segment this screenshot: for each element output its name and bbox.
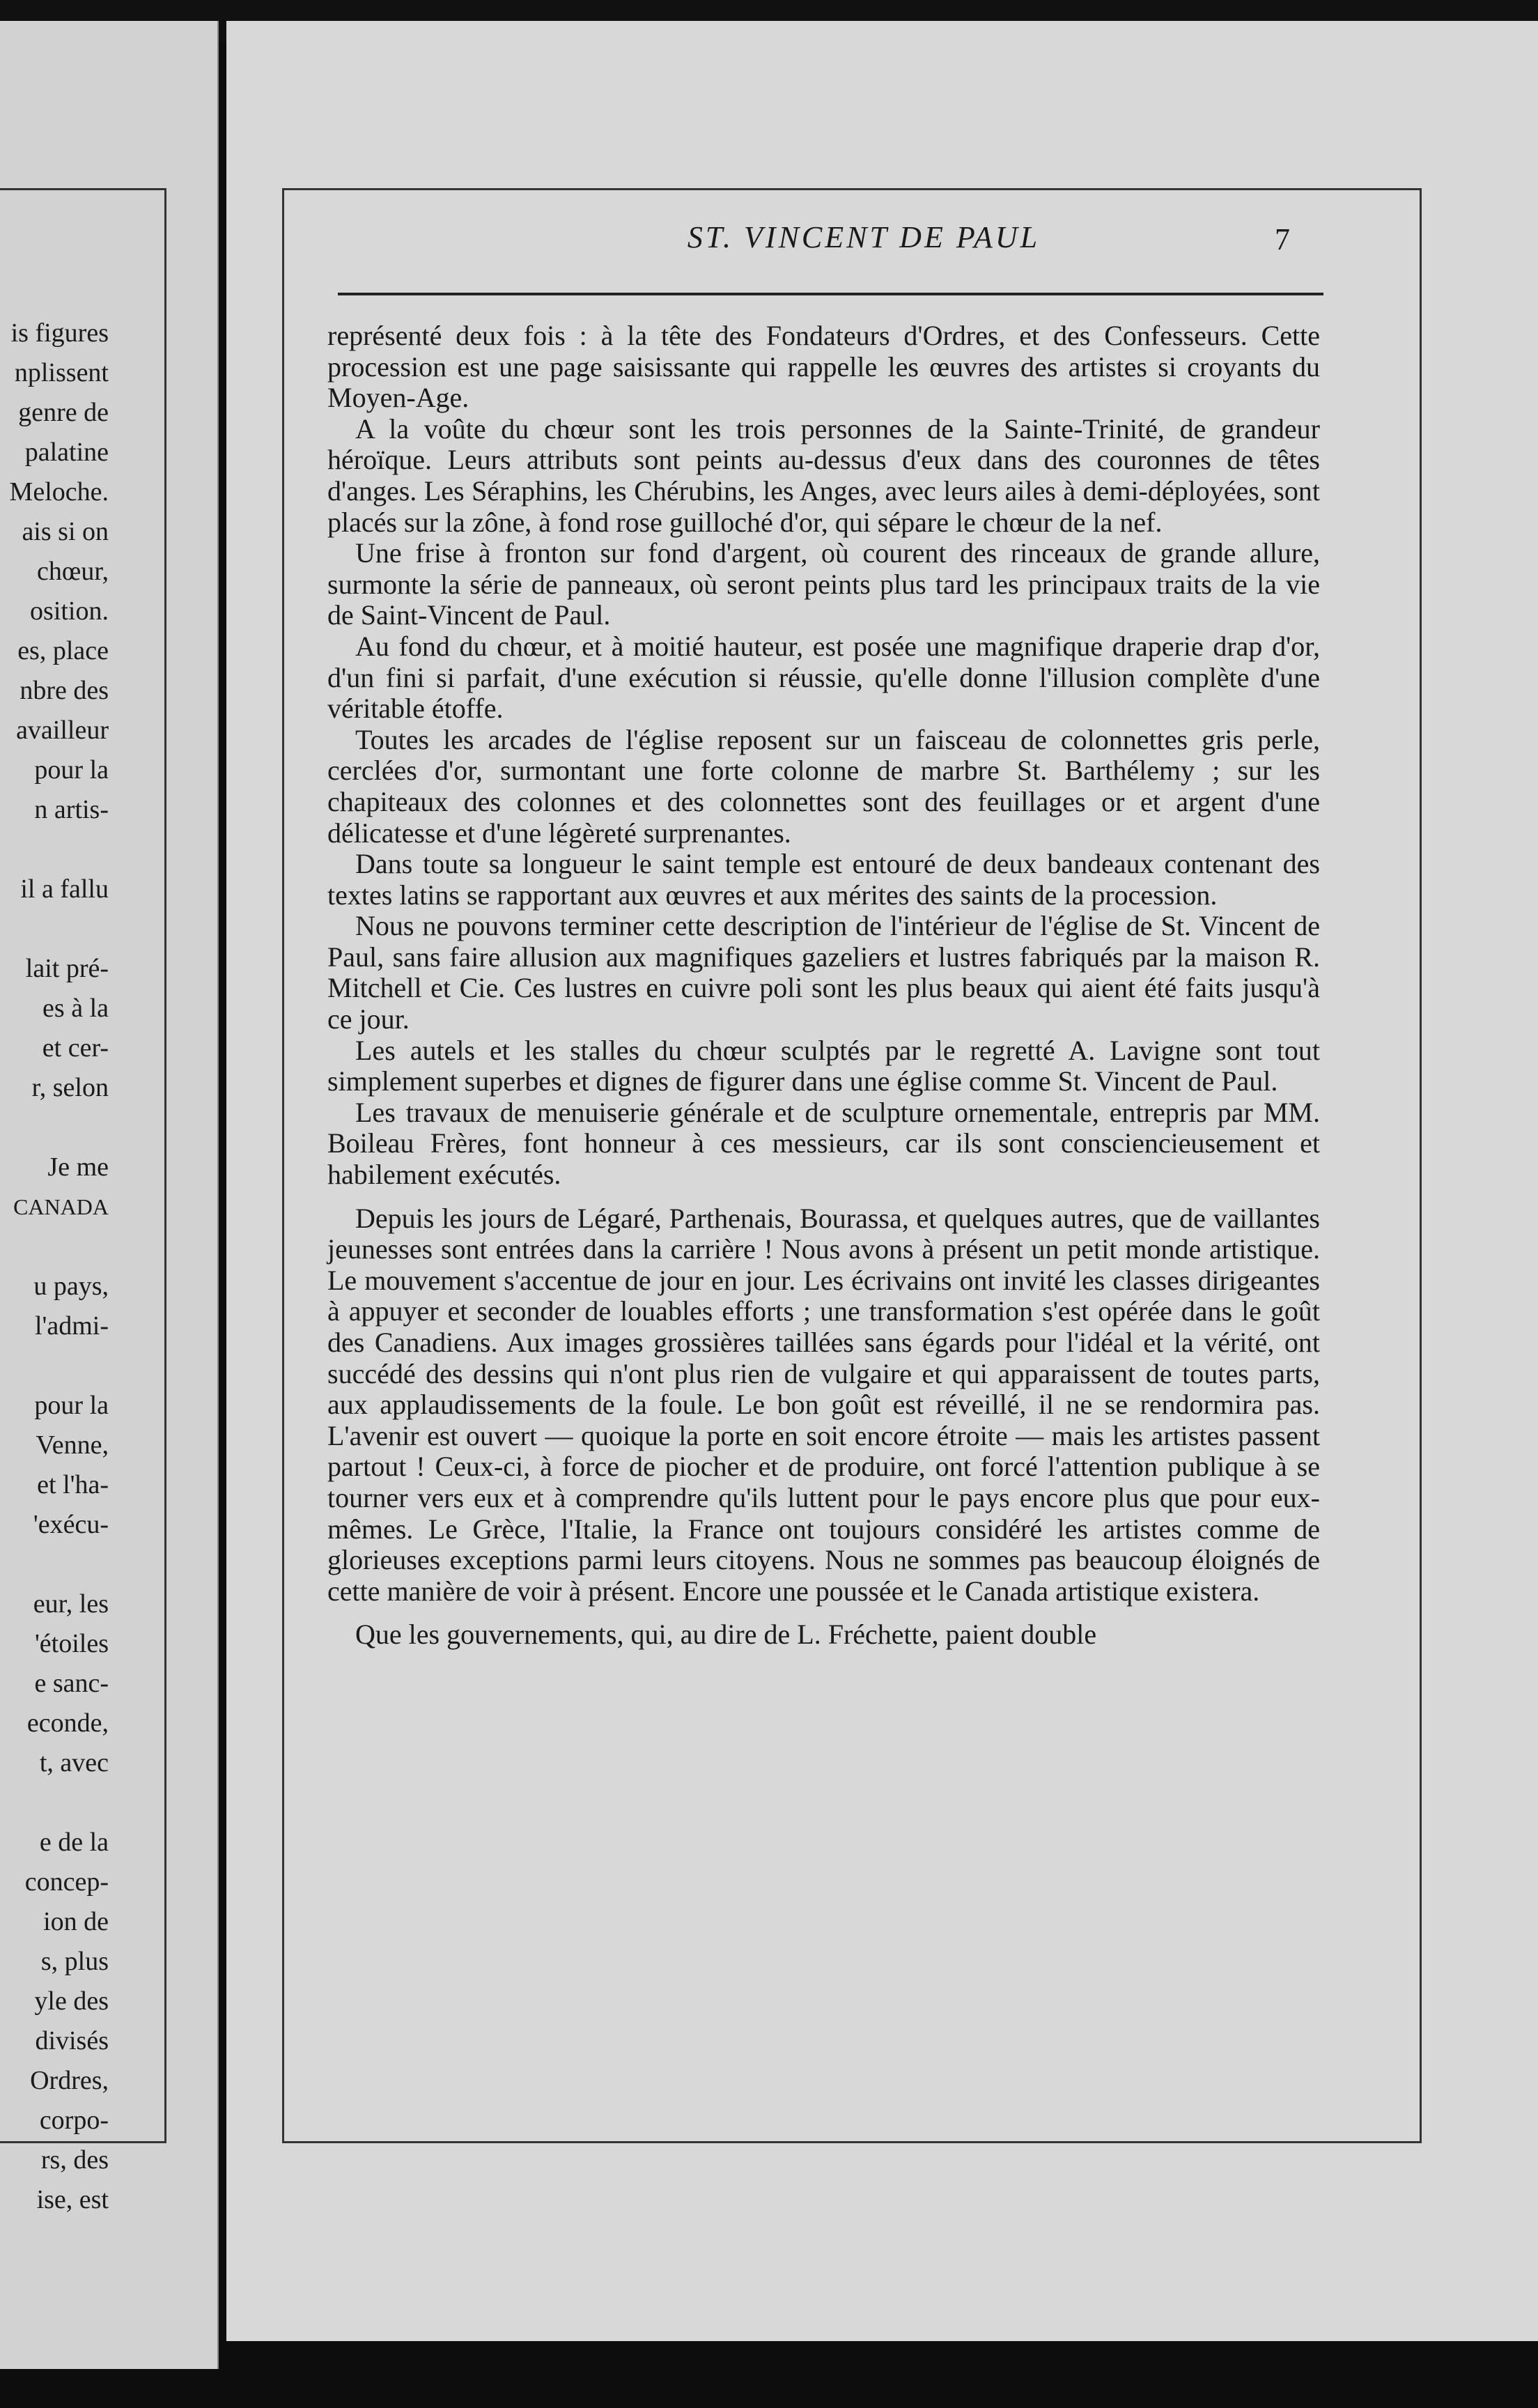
left-page-line: e de la [39,1828,109,1857]
left-page-line: rs, des [40,2145,109,2175]
left-page-line: 'étoiles [34,1629,109,1658]
left-page-line: is figures [10,318,109,348]
left-page-line: CANADA [13,1194,109,1219]
left-page-line: 'exécu- [33,1510,109,1539]
left-page-line [0,1545,164,1584]
main-page [226,21,1538,2341]
left-page-line: ion de [43,1907,109,1936]
left-page-line: Venne, [36,1430,109,1460]
paragraph: Les travaux de menuiserie générale et de sculpture ornementale, entrepris par MM. Boileau Frères, font honneur à ces messieurs, car ils sont consciencieusement et habilement exécutés. [327,1096,1320,1191]
left-page-line [0,1227,164,1267]
left-page-line: Ordres, [30,2066,109,2095]
left-page-line: es, place [17,636,109,665]
left-page-line: l'admi- [34,1311,109,1341]
left-facing-page [0,21,219,2390]
left-page-line [0,1346,164,1386]
left-page-line: availleur [16,716,109,745]
left-page-line: n artis- [34,795,109,824]
left-page-line: concep- [24,1867,109,1897]
paragraph: représenté deux fois : à la tête des Fondateurs d'Ordres, et des Confesseurs. Cette procession est une page saisissante qui rappelle les œuvres des artistes si croyants du Moyen-Age. [327,320,1320,414]
paragraph: Depuis les jours de Légaré, Parthenais, Bourassa, et quelques autres, que de vaillantes jeunesses sont entrées dans la carrière ! Nous avons à présent un petit monde artistique. Le mouvement s'accentue de jour en jour. Les écrivains ont invité les classes dirigeantes à appuyer et seconder de louables efforts ; une transformation s'est opérée dans le goût des Canadiens. Aux images grossières taillées sans égards pour l'idéal et la vérité, ont succédé des dessins qui n'ont plus rien de vulgaire et qui apparaissent de toutes parts, aux applaudissements de la foule. Le bon goût est réveillé, il ne se rendormira pas. L'avenir est ouvert — quoique la porte en soit encore étroite — mais les artistes passent partout ! Ceux-ci, à force de piocher et de produire, ont forcé l'attention publique à se tourner vers eux et à comprendre qu'ils luttent pour le pays encore plus que pour eux-mêmes. Le Grèce, l'Italie, la France ont toujours considéré les artistes comme de glorieuses exceptions parmi leurs citoyens. Nous ne sommes pas beaucoup éloignés de cette manière de voir à présent. Encore une poussée et le Canada artistique existera. [327,1202,1320,1607]
left-page-line: r, selon [31,1073,109,1102]
left-page-line: corpo- [39,2106,109,2135]
left-page-line: s, plus [40,1947,109,1976]
paragraph: Nous ne pouvons terminer cette description de l'intérieur de l'église de St. Vincent de Paul, sans faire allusion aux magnifiques gazeliers et lustres fabriqués par la maison R. Mitchell et Cie. Ces lustres en cuivre poli sont les plus beaux qui aient été faits jusqu'à ce jour. [327,910,1320,1035]
left-page-line: palatine [24,438,109,467]
left-page-line: Je me [47,1152,109,1182]
paragraph: Les autels et les stalles du chœur sculptés par le regretté A. Lavigne sont tout simplement superbes et dignes de figurer dans une église comme St. Vincent de Paul. [327,1034,1320,1097]
left-page-line: lait pré- [25,954,109,983]
left-page-line: genre de [18,398,109,427]
left-page-line [0,1783,164,1823]
left-page-text [0,314,164,2220]
left-page-line [0,830,164,870]
left-page-line: yle des [34,1986,109,2016]
paragraph: Une frise à fronton sur fond d'argent, où courent des rinceaux de grande allure, surmonte la série de panneaux, où seront peints plus tard les principaux traits de la vie de Saint-Vincent de Paul. [327,537,1320,631]
left-page-line: econde, [26,1708,109,1738]
left-page-line [0,909,164,949]
left-page-line: divisés [35,2026,109,2055]
left-page-line [0,1108,164,1148]
left-page-line: u pays, [33,1272,109,1301]
paragraph: Au fond du chœur, et à moitié hauteur, est posée une magnifique draperie drap d'or, d'un fini si parfait, d'une exécution si réussie, qu'elle donne l'illusion complète d'une véritable étoffe. [327,630,1320,725]
bottom-scan-border [0,2369,1538,2408]
left-page-line: osition. [30,596,109,626]
paragraph: Toutes les arcades de l'église reposent sur un faisceau de colonnettes gris perle, cerclées d'or, surmontant une forte colonne de marbre St. Barthélemy ; sur les chapiteaux des colonnes et des colonnettes sont des feuillages or et argent d'une délicatesse et d'une légèreté surprenantes. [327,723,1320,849]
paragraph: A la voûte du chœur sont les trois personnes de la Sainte-Trinité, de grandeur héroïque. Leurs attributs sont peints au-dessus d'eux dans des couronnes de têtes d'anges. Les Séraphins, les Chérubins, les Anges, avec leurs ailes à demi-déployées, sont placés sur la zône, à fond rose guilloché d'or, qui sépare le chœur de la nef. [327,412,1320,538]
left-page-line: pour la [34,1391,109,1420]
left-page-line: pour la [34,755,109,785]
left-page-line: et l'ha- [37,1470,109,1499]
left-page-line: es à la [42,994,109,1023]
paragraph: Dans toute sa longueur le saint temple est entouré de deux bandeaux contenant des textes latins se rapportant aux œuvres et aux mérites des saints de la procession. [327,848,1320,911]
left-page-line: ise, est [36,2185,109,2214]
header-rule [338,293,1323,295]
left-page-line: il a fallu [20,874,109,904]
body-text [327,321,1320,1651]
paragraph: Que les gouvernements, qui, au dire de L. Fréchette, paient double [355,1619,1097,1651]
left-page-line: nplissent [14,358,109,387]
running-head-title: ST. VINCENT DE PAUL [687,220,1041,254]
page-number: 7 [1275,222,1290,256]
left-page-line: Meloche. [9,477,109,507]
left-page-line: nbre des [20,676,109,705]
left-page-line: eur, les [33,1589,109,1619]
left-page-line: ais si on [22,517,109,546]
left-page-line: t, avec [39,1748,109,1777]
left-page-line: chœur, [37,557,109,586]
left-page-line: et cer- [42,1033,109,1063]
left-page-line: e sanc- [34,1669,109,1698]
